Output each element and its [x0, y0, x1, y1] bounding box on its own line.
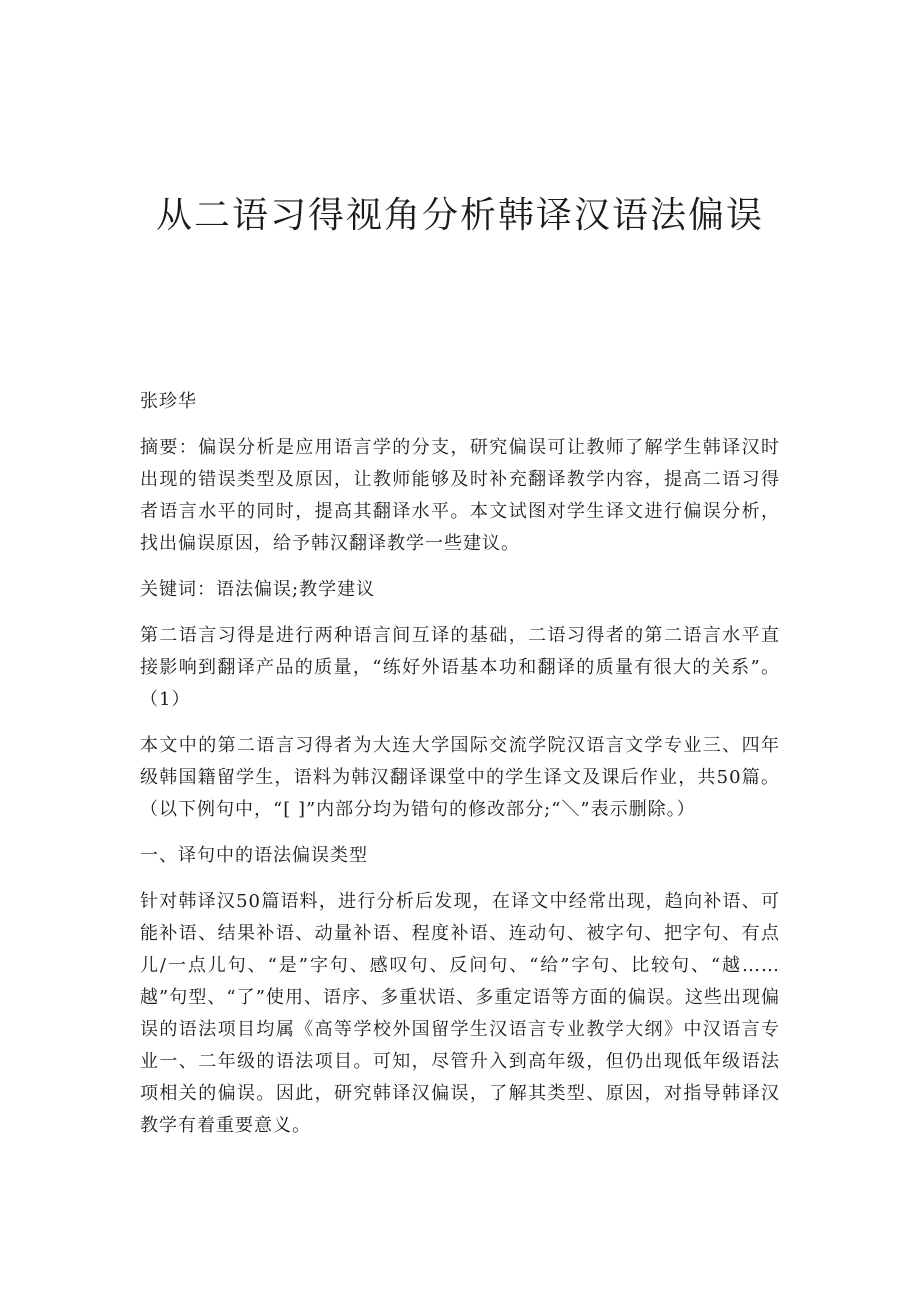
body-paragraph-corpus: 本文中的第二语言习得者为大连大学国际交流学院汉语言文学专业三、四年级韩国籍留学生，语料为韩汉翻译课堂中的学生译文及课后作业，共50篇。（以下例句中，“[ ]”内部分均为错句的修改部分;“＼”表示删除。）	[140, 735, 780, 820]
section-paragraph: 针对韩译汉50篇语料，进行分析后发现，在译文中经常出现，趋向补语、可能补语、结果补语、动量补语、程度补语、连动句、被字句、把字句、有点儿/一点儿句、“是”字句、感叹句、反问句、“给”字句、比较句、“越……越”句型、“了”使用、语序、多重状语、多重定语等方面的偏误。这些出现偏误的语法项目均属《高等学校外国留学生汉语言专业教学大纲》中汉语言专业一、二年级的语法项目。可知，尽管升入到高年级，但仍出现低年级语法项相关的偏误。因此，研究韩译汉偏误，了解其类型、原因，对指导韩译汉教学有着重要意义。	[140, 891, 780, 1136]
body-paragraph-intro: 第二语言习得是进行两种语言间互译的基础，二语习得者的第二语言水平直接影响到翻译产品的质量，“练好外语基本功和翻译的质量有很大的关系”。（1）	[140, 625, 780, 710]
section-heading: 一、译句中的语法偏误类型	[140, 845, 368, 866]
keywords-line: 关键词：语法偏误;教学建议	[140, 579, 376, 600]
document-body	[140, 386, 780, 1156]
abstract-paragraph: 摘要：偏误分析是应用语言学的分支，研究偏误可让教师了解学生韩译汉时出现的错误类型及原因，让教师能够及时补充翻译教学内容，提高二语习得者语言水平的同时，提高其翻译水平。本文试图对学生译文进行偏误分析，找出偏误原因，给予韩汉翻译教学一些建议。	[140, 437, 780, 554]
document-title: 从二语习得视角分析韩译汉语法偏误	[155, 195, 764, 236]
author-name: 张珍华	[140, 391, 197, 412]
